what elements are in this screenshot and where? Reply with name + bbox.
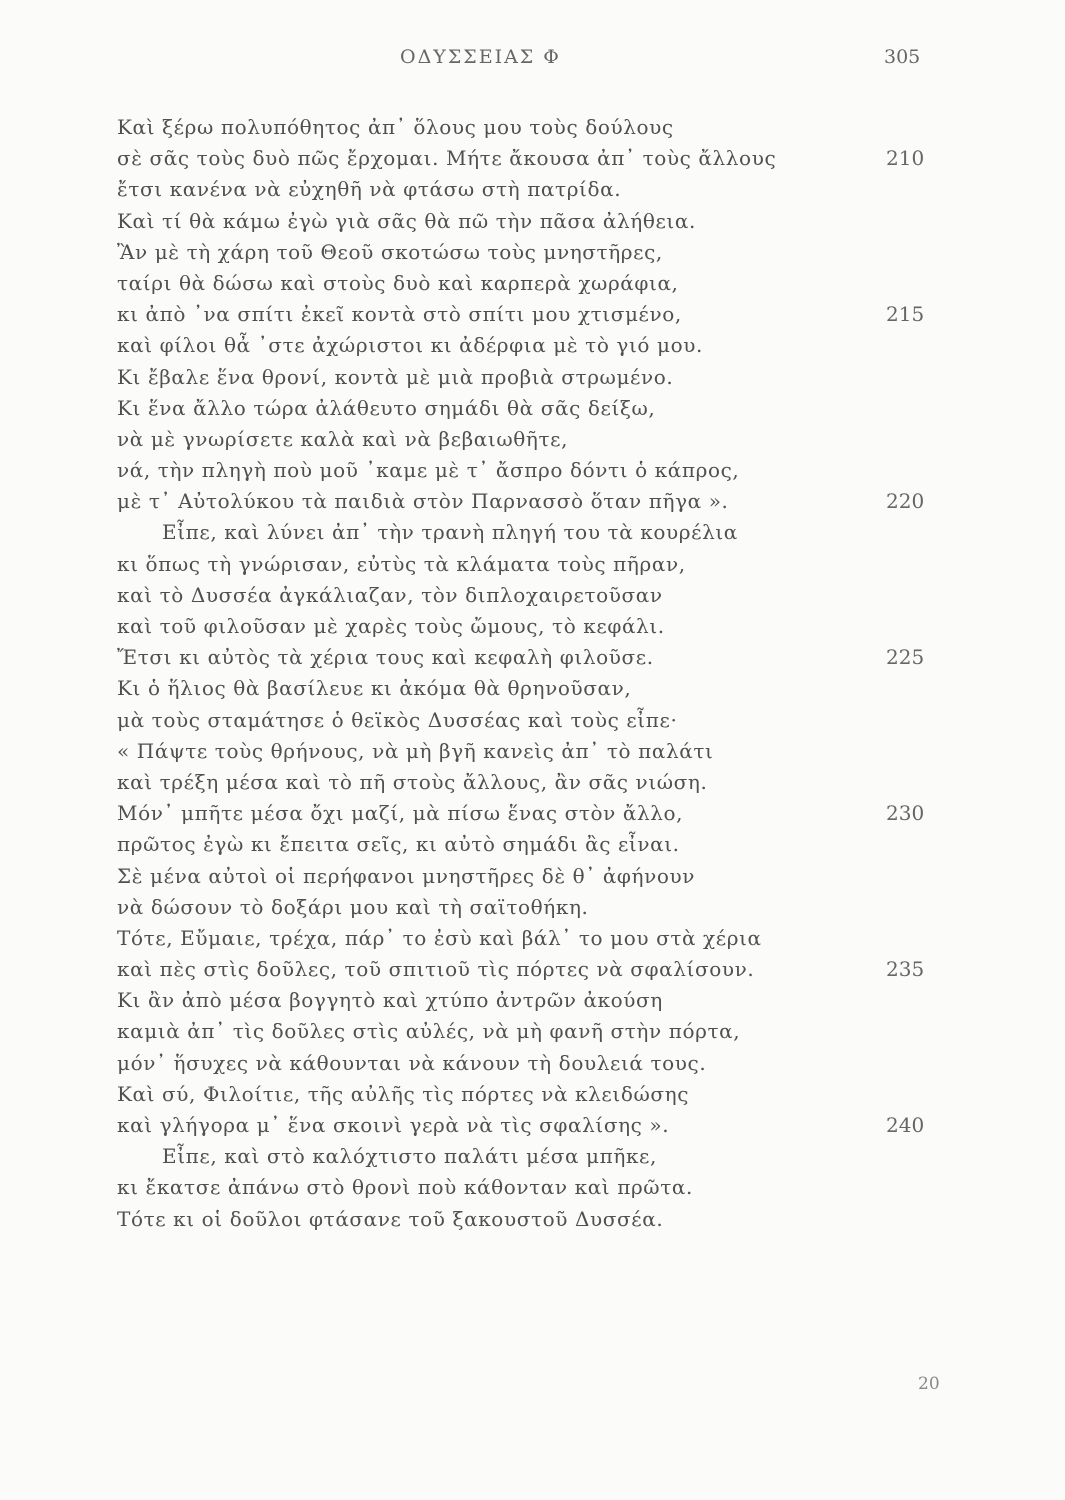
verse-text: μὰ τοὺς σταμάτησε ὁ θεϊκὸς Δυσσέας καὶ τοὺς εἶπε· xyxy=(117,707,678,732)
verse-text: καὶ πὲς στὶς δοῦλες, τοῦ σπιτιοῦ τὶς πόρτες νὰ σφαλίσουν. xyxy=(117,957,755,982)
verse-line xyxy=(0,798,1065,829)
verse-text: Καὶ ξέρω πολυπόθητος ἀπ᾿ ὅλους μου τοὺς δούλους xyxy=(117,115,674,139)
running-title: ΟΔΥΣΣΕΙΑΣ Φ xyxy=(400,46,561,68)
verse-line xyxy=(0,1016,1065,1047)
verse-text: Μόν᾿ μπῆτε μέσα ὄχι μαζί, μὰ πίσω ἕνας στὸν ἄλλο, xyxy=(117,801,684,826)
verse-text: καὶ τὸ Δυσσέα ἀγκάλιαζαν, τὸν διπλοχαιρετοῦσαν xyxy=(117,582,663,607)
verse-line xyxy=(0,861,1065,892)
verse-text: καὶ τρέξη μέσα καὶ τὸ πῆ στοὺς ἄλλους, ἂν σᾶς νιώση. xyxy=(117,769,708,794)
verse-line xyxy=(0,299,1065,330)
verse-text: μόν᾿ ἥσυχες νὰ κάθουνται νὰ κάνουν τὴ δουλειά τους. xyxy=(117,1050,707,1075)
verse-text: Ἔτσι κι αὐτὸς τὰ χέρια τους καὶ κεφαλὴ φιλοῦσε. xyxy=(117,645,654,670)
verse-line xyxy=(0,954,1065,985)
signature-mark: 20 xyxy=(918,1374,940,1394)
verse-text: « Πάψτε τοὺς θρήνους, νὰ μὴ βγῆ κανεὶς ἀπ᾿ τὸ παλάτι xyxy=(117,738,714,763)
verse-text: Τότε, Εὔμαιε, τρέχα, πάρ᾿ το ἐσὺ καὶ βάλ᾿ το μου στὰ χέρια xyxy=(117,925,762,950)
verse-text: νά, τὴν πληγὴ ποὺ μοῦ ᾿καμε μὲ τ᾿ ἄσπρο δόντι ὁ κάπρος, xyxy=(117,458,740,483)
verse-line xyxy=(0,985,1065,1016)
verse-text: ἔτσι κανένα νὰ εὐχηθῆ νὰ φτάσω στὴ πατρίδα. xyxy=(117,177,622,202)
verse-text: Καὶ τί θὰ κάμω ἐγὼ γιὰ σᾶς θὰ πῶ τὴν πᾶσα ἀλήθεια. xyxy=(117,208,696,233)
verse-text: καὶ τοῦ φιλοῦσαν μὲ χαρὲς τοὺς ὤμους, τὸ κεφάλι. xyxy=(117,614,665,638)
verse-line xyxy=(0,517,1065,548)
verse-line xyxy=(0,1172,1065,1203)
verse-text: Κι ὁ ἥλιος θὰ βασίλευε κι ἀκόμα θὰ θρηνοῦσαν, xyxy=(117,676,632,701)
verse-line xyxy=(0,393,1065,424)
verse-line xyxy=(0,923,1065,954)
line-number: 225 xyxy=(886,645,925,670)
line-number: 210 xyxy=(886,146,925,171)
verse-line xyxy=(0,673,1065,704)
verse-text: Κι ἔβαλε ἕνα θρονί, κοντὰ μὲ μιὰ προβιὰ στρωμένο. xyxy=(117,364,674,389)
verse-line xyxy=(0,362,1065,393)
line-number: 240 xyxy=(886,1113,925,1137)
verse-text: Εἶπε, καὶ στὸ καλόχτιστο παλάτι μέσα μπῆκε, xyxy=(162,1144,657,1169)
verse-line xyxy=(0,642,1065,673)
line-number: 220 xyxy=(886,489,925,514)
verse-line xyxy=(0,424,1065,455)
verse-text: πρῶτος ἐγὼ κι ἔπειτα σεῖς, κι αὐτὸ σημάδι ἂς εἶναι. xyxy=(117,832,680,857)
page-number: 305 xyxy=(884,46,921,68)
verse-line xyxy=(0,549,1065,580)
verse-line xyxy=(0,580,1065,611)
verse-text: καὶ γλήγορα μ᾿ ἕνα σκοινὶ γερὰ νὰ τὶς σφαλίσης ». xyxy=(117,1113,670,1137)
verse-text: Κι ἂν ἀπὸ μέσα βογγητὸ καὶ χτύπο ἀντρῶν ἀκούση xyxy=(117,988,663,1013)
verse-text: καὶ φίλοι θἆ ᾿στε ἀχώριστοι κι ἀδέρφια μὲ τὸ γιό μου. xyxy=(117,333,703,358)
verse-text: σὲ σᾶς τοὺς δυὸ πῶς ἔρχομαι. Μήτε ἄκουσα ἀπ᾿ τοὺς ἄλλους xyxy=(117,146,777,171)
verse-line xyxy=(0,767,1065,798)
verse-text: κι ὅπως τὴ γνώρισαν, εὐτὺς τὰ κλάματα τοὺς πῆραν, xyxy=(117,551,686,576)
running-head xyxy=(0,46,1065,76)
verse-line xyxy=(0,455,1065,486)
verse-line xyxy=(0,486,1065,517)
verse-line xyxy=(0,611,1065,642)
verse-text: Εἶπε, καὶ λύνει ἀπ᾿ τὴν τρανὴ πληγή του τὰ κουρέλια xyxy=(162,520,738,545)
verse-text: Σὲ μένα αὐτοὶ οἱ περήφανοι μνηστῆρες δὲ θ᾿ ἀφήνουν xyxy=(117,863,696,888)
line-number: 215 xyxy=(886,302,925,327)
verse-text: νὰ δώσουν τὸ δοξάρι μου καὶ τὴ σαϊτοθήκη. xyxy=(117,894,589,919)
verse-line xyxy=(0,705,1065,736)
verse-line xyxy=(0,143,1065,174)
verse-text: Κι ἕνα ἄλλο τώρα ἀλάθευτο σημάδι θὰ σᾶς δείξω, xyxy=(117,395,656,420)
verse-line xyxy=(0,206,1065,237)
verse-line xyxy=(0,330,1065,361)
verse-line xyxy=(0,829,1065,860)
verse-text: Τότε κι οἱ δοῦλοι φτάσανε τοῦ ξακουστοῦ Δυσσέα. xyxy=(117,1206,664,1231)
verse-line xyxy=(0,1110,1065,1141)
verse-line xyxy=(0,892,1065,923)
verse-text: μὲ τ᾿ Αὐτολύκου τὰ παιδιὰ στὸν Παρνασσὸ ὅταν πῆγα ». xyxy=(117,489,729,514)
verse-line xyxy=(0,174,1065,205)
verse-text: κι ἀπὸ ᾿να σπίτι ἐκεῖ κοντὰ στὸ σπίτι μου χτισμένο, xyxy=(117,302,682,327)
verse-text: καμιὰ ἀπ᾿ τὶς δοῦλες στὶς αὐλές, νὰ μὴ φανῆ στὴν πόρτα, xyxy=(117,1019,741,1044)
verse-line xyxy=(0,237,1065,268)
line-number: 235 xyxy=(886,957,925,982)
verse-text: Ἂν μὲ τὴ χάρη τοῦ Θεοῦ σκοτώσω τοὺς μνηστῆρες, xyxy=(117,239,663,264)
verse-line xyxy=(0,112,1065,143)
verse-line xyxy=(0,1048,1065,1079)
verse-text: κι ἔκατσε ἀπάνω στὸ θρονὶ ποὺ κάθονταν καὶ πρῶτα. xyxy=(117,1175,693,1200)
line-number: 230 xyxy=(886,801,925,826)
verse-line xyxy=(0,1141,1065,1172)
verse-text: νὰ μὲ γνωρίσετε καλὰ καὶ νὰ βεβαιωθῆτε, xyxy=(117,426,569,451)
verse-text: Καὶ σύ, Φιλοίτιε, τῆς αὐλῆς τὶς πόρτες νὰ κλειδώσης xyxy=(117,1081,690,1106)
verse-text: ταίρι θὰ δώσω καὶ στοὺς δυὸ καὶ καρπερὰ χωράφια, xyxy=(117,270,679,295)
verse-block xyxy=(0,112,1065,1235)
verse-line xyxy=(0,736,1065,767)
verse-line xyxy=(0,1079,1065,1110)
verse-line xyxy=(0,1204,1065,1235)
verse-line xyxy=(0,268,1065,299)
